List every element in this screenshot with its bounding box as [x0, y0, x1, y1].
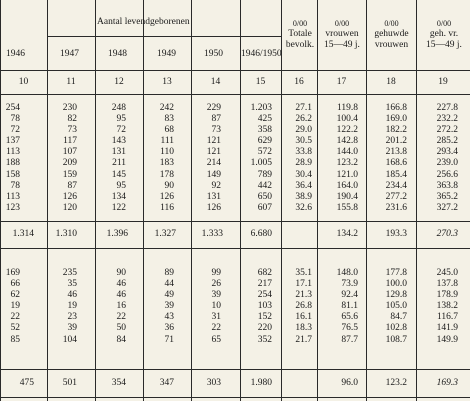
- table-cell: 85: [10, 334, 20, 345]
- table-cell: 121: [206, 147, 221, 158]
- header-rule: [0, 94, 470, 95]
- table-cell: 10: [211, 301, 221, 312]
- table-cell: 30.5: [295, 136, 312, 147]
- table-cell: 22: [211, 323, 221, 334]
- table-cell: 78: [10, 114, 20, 125]
- table-cell: 82: [67, 114, 77, 125]
- col18-header: [369, 18, 414, 51]
- table-cell: 682: [257, 268, 272, 278]
- table-cell: 248: [111, 103, 126, 113]
- col17-label-1: vrouwen: [325, 29, 359, 39]
- table-cell: 84.7: [390, 312, 407, 323]
- table-cell: 50: [116, 323, 126, 334]
- table-cell: 425: [257, 114, 272, 125]
- table-cell: 89: [164, 268, 174, 278]
- total-rule: [0, 369, 470, 370]
- table-cell: 35: [67, 279, 77, 290]
- table-cell: 126: [159, 191, 174, 202]
- table-cell: 113: [6, 147, 20, 158]
- block1-col10: [0, 103, 20, 214]
- block2-col17: [317, 268, 358, 346]
- table-cell: 122: [111, 202, 126, 213]
- col18-label-2: vrouwen: [374, 40, 409, 50]
- block1-col17: [317, 103, 358, 214]
- total1-col14: 1.333: [201, 229, 223, 239]
- table-cell: 30.4: [295, 169, 312, 180]
- table-cell: 113: [6, 191, 20, 202]
- total2-col15: 1.980: [250, 378, 272, 388]
- table-cell: 62: [10, 290, 20, 301]
- year-header: 1948: [108, 49, 127, 59]
- total1-col19: 270.3: [436, 229, 458, 239]
- table-cell: 103: [257, 301, 272, 312]
- table-cell: 178: [159, 169, 174, 180]
- permille-symbol: 0/00: [436, 19, 452, 28]
- total2-col13: 347: [159, 378, 174, 388]
- col17-label-2: 15—49 j.: [324, 40, 360, 50]
- table-cell: 232.2: [436, 114, 458, 125]
- table-cell: 116: [160, 202, 174, 213]
- table-cell: 607: [257, 202, 272, 213]
- col16-header: [284, 18, 316, 51]
- table-cell: 27.1: [295, 103, 312, 113]
- table-cell: 28.9: [295, 158, 312, 169]
- table-cell: 183: [159, 158, 174, 169]
- total2-col17: 96.0: [341, 378, 358, 388]
- table-cell: 168.6: [385, 158, 407, 169]
- table-cell: 126: [62, 191, 77, 202]
- table-cell: 22: [116, 312, 126, 323]
- table-cell: 71: [164, 334, 174, 345]
- table-cell: 116.7: [436, 312, 458, 323]
- block1-col11: [47, 103, 77, 214]
- table-cell: 145: [111, 169, 126, 180]
- table-cell: 254: [257, 290, 272, 301]
- block2-col12: [95, 268, 126, 346]
- table-cell: 26.2: [295, 114, 312, 125]
- table-cell: 123.2: [336, 158, 358, 169]
- table-cell: 107: [62, 147, 77, 158]
- column-number: 15: [255, 77, 266, 87]
- table-cell: 650: [257, 191, 272, 202]
- col16-label-2: bevolk.: [285, 40, 315, 50]
- total2-col11: 501: [62, 378, 77, 388]
- block2-col10: [0, 268, 20, 346]
- block1-col14: [191, 103, 221, 214]
- table-cell: 155.8: [336, 202, 358, 213]
- table-cell: 26.8: [295, 301, 312, 312]
- table-cell: 277.2: [385, 191, 407, 202]
- table-cell: 100.4: [336, 114, 358, 125]
- block2-col15: [240, 268, 272, 346]
- total1-col12: 1.396: [106, 229, 128, 239]
- table-cell: 442: [257, 180, 272, 191]
- table-cell: 35.1: [295, 268, 312, 278]
- table-cell: 169.0: [385, 114, 407, 125]
- table-cell: 102.8: [385, 323, 407, 334]
- table-cell: 242: [159, 103, 174, 113]
- table-cell: 33.8: [295, 147, 312, 158]
- table-cell: 134: [111, 191, 126, 202]
- block2-col13: [143, 268, 174, 346]
- table-cell: 166.8: [385, 103, 407, 113]
- table-cell: 104: [62, 334, 77, 345]
- column-number: 17: [336, 77, 347, 87]
- column-number: 14: [210, 77, 221, 87]
- table-cell: 143: [111, 136, 126, 147]
- permille-symbol: 0/00: [384, 19, 399, 28]
- column-number: 12: [114, 77, 124, 87]
- column-number: 10: [18, 77, 29, 87]
- table-cell: 235: [62, 268, 77, 278]
- table-cell: 44: [164, 279, 174, 290]
- table-cell: 254: [5, 103, 20, 113]
- table-cell: 84: [116, 334, 126, 345]
- total2-col18: 123.2: [385, 378, 407, 388]
- table-cell: 68: [164, 125, 174, 136]
- year-header: 1946: [6, 49, 25, 59]
- total2-col19: 169.3: [436, 378, 458, 388]
- table-cell: 120: [62, 202, 77, 213]
- table-cell: 123: [5, 202, 20, 213]
- total1-col11: 1.310: [55, 229, 77, 239]
- table-cell: 29.0: [295, 125, 312, 136]
- table-cell: 19: [10, 301, 20, 312]
- table-cell: 110: [160, 147, 174, 158]
- table-cell: 629: [257, 136, 272, 147]
- table-cell: 234.4: [385, 180, 407, 191]
- table-cell: 65.6: [341, 312, 358, 323]
- table-cell: 16: [116, 301, 126, 312]
- total1-col13: 1.327: [154, 229, 176, 239]
- table-cell: 95: [116, 180, 126, 191]
- block1-col19: [416, 103, 458, 214]
- table-cell: 31: [211, 312, 221, 323]
- table-cell: 137: [5, 136, 20, 147]
- table-cell: 73: [67, 125, 77, 136]
- total1-col18: 193.3: [385, 229, 407, 239]
- table-cell: 46: [116, 290, 126, 301]
- table-cell: 572: [257, 147, 272, 158]
- table-cell: 178.9: [436, 290, 458, 301]
- table-cell: 227.8: [436, 103, 458, 113]
- block2-col19: [416, 268, 458, 346]
- table-cell: 92.4: [341, 290, 358, 301]
- table-cell: 36: [164, 323, 174, 334]
- table-cell: 105.0: [385, 301, 407, 312]
- total1-col17: 134.2: [336, 229, 358, 239]
- year-header: 1950: [204, 49, 223, 59]
- permille-symbol: 0/00: [292, 19, 308, 28]
- table-cell: 327.2: [436, 202, 458, 213]
- table-cell: 100.0: [385, 279, 407, 290]
- table-cell: 285.2: [436, 136, 458, 147]
- table-cell: 117: [63, 136, 77, 147]
- block2-col14: [191, 268, 221, 346]
- table-cell: 17.1: [295, 279, 312, 290]
- block1-col16: [281, 103, 312, 214]
- col19-label-2: 15—49 j.: [426, 40, 462, 50]
- table-cell: 209: [62, 158, 77, 169]
- table-cell: 256.6: [436, 169, 458, 180]
- table-cell: 92: [211, 180, 221, 191]
- table-cell: 164.0: [336, 180, 358, 191]
- table-cell: 87: [67, 180, 77, 191]
- column-number: 19: [438, 77, 448, 87]
- col17-header: [320, 18, 364, 51]
- table-cell: 122.2: [336, 125, 358, 136]
- table-cell: 121.0: [336, 169, 358, 180]
- year-header: 1946/1950: [241, 49, 282, 59]
- table-cell: 138.2: [436, 301, 458, 312]
- table-cell: 26: [211, 279, 221, 290]
- table-cell: 137.8: [436, 279, 458, 290]
- table-cell: 149: [206, 169, 221, 180]
- table-cell: 144.0: [336, 147, 358, 158]
- table-cell: 352: [257, 334, 272, 345]
- table-cell: 211: [112, 158, 126, 169]
- table-cell: 52: [10, 323, 20, 334]
- table-cell: 23: [67, 312, 77, 323]
- table-cell: 81.1: [341, 301, 358, 312]
- header-rule: [0, 70, 470, 71]
- table-cell: 1.005: [250, 158, 272, 169]
- table-cell: 65: [211, 334, 221, 345]
- table-cell: 141.9: [436, 323, 458, 334]
- table-cell: 46: [67, 290, 77, 301]
- table-cell: 95: [116, 114, 126, 125]
- column-number: 13: [162, 77, 172, 87]
- total1-col15: 6.680: [250, 229, 272, 239]
- table-cell: 21.3: [295, 290, 312, 301]
- total2-col14: 303: [206, 378, 221, 388]
- permille-symbol: 0/00: [334, 19, 350, 28]
- table-cell: 159: [62, 169, 77, 180]
- table-cell: 16.1: [295, 312, 312, 323]
- table-cell: 90: [164, 180, 174, 191]
- total-rule: [0, 221, 470, 222]
- total1-col10: 1.314: [12, 229, 34, 239]
- table-cell: 39: [211, 290, 221, 301]
- table-cell: 363.8: [436, 180, 458, 191]
- table-cell: 19: [67, 301, 77, 312]
- table-cell: 39: [67, 323, 77, 334]
- block1-col18: [366, 103, 407, 214]
- table-cell: 158: [5, 169, 20, 180]
- table-cell: 272.2: [436, 125, 458, 136]
- total-rule: [0, 248, 470, 249]
- table-cell: 38.9: [295, 191, 312, 202]
- col19-label-1: geh. vr.: [429, 29, 459, 39]
- table-cell: 365.2: [436, 191, 458, 202]
- table-cell: 142.8: [336, 136, 358, 147]
- block1-col15: [240, 103, 272, 214]
- table-cell: 129.8: [385, 290, 407, 301]
- header-rule: [47, 36, 281, 37]
- table-cell: 214: [206, 158, 221, 169]
- table-cell: 126: [206, 202, 221, 213]
- col19-header: [420, 18, 468, 51]
- table-cell: 188: [5, 158, 20, 169]
- table-cell: 152: [257, 312, 272, 323]
- column-number: 11: [66, 77, 76, 87]
- table-cell: 230: [62, 103, 77, 113]
- column-number: 18: [386, 77, 396, 87]
- table-cell: 177.8: [385, 268, 407, 278]
- table-cell: 121: [206, 136, 221, 147]
- table-cell: 43: [164, 312, 174, 323]
- table-cell: 131: [111, 147, 126, 158]
- table-cell: 217: [257, 279, 272, 290]
- bottom-rule: [0, 397, 470, 398]
- total2-col10: 475: [19, 378, 34, 388]
- block1-col12: [95, 103, 126, 214]
- block2-col11: [47, 268, 77, 346]
- table-cell: 111: [160, 136, 174, 147]
- table-cell: 46: [116, 279, 126, 290]
- table-cell: 87: [211, 114, 221, 125]
- table-cell: 72: [116, 125, 126, 136]
- table-cell: 149.9: [436, 334, 458, 345]
- table-cell: 73.9: [341, 279, 358, 290]
- table-cell: 358: [257, 125, 272, 136]
- table-cell: 231.6: [385, 202, 407, 213]
- table-cell: 72: [10, 125, 20, 136]
- table-cell: 73: [211, 125, 221, 136]
- table-cell: 108.7: [385, 334, 407, 345]
- table-cell: 49: [164, 290, 174, 301]
- block1-col13: [143, 103, 174, 214]
- year-header: 1947: [60, 49, 79, 59]
- table-cell: 22: [10, 312, 20, 323]
- table-cell: 190.4: [336, 191, 358, 202]
- table-cell: 119.8: [336, 103, 358, 113]
- table-cell: 76.5: [341, 323, 358, 334]
- table-cell: 78: [10, 180, 20, 191]
- column-number: 16: [294, 77, 304, 87]
- table-cell: 39: [164, 301, 174, 312]
- block2-col16: [281, 268, 312, 346]
- table-cell: 1.203: [250, 103, 272, 113]
- table-cell: 201.2: [385, 136, 407, 147]
- table-cell: 148.0: [336, 268, 358, 278]
- col18-label-1: gehuwde: [374, 29, 409, 39]
- table-cell: 131: [206, 191, 221, 202]
- table-cell: 66: [10, 279, 20, 290]
- table-cell: 185.4: [385, 169, 407, 180]
- table-cell: 245.0: [436, 268, 458, 278]
- table-cell: 90: [116, 268, 126, 278]
- total2-col12: 354: [111, 378, 126, 388]
- block2-col18: [366, 268, 407, 346]
- table-cell: 789: [257, 169, 272, 180]
- table-cell: 182.2: [385, 125, 407, 136]
- table-cell: 83: [164, 114, 174, 125]
- col16-label-1: Totale: [288, 29, 312, 39]
- table-cell: 18.3: [295, 323, 312, 334]
- table-cell: 21.7: [295, 334, 312, 345]
- table-cell: 36.4: [295, 180, 312, 191]
- table-cell: 99: [211, 268, 221, 278]
- table-cell: 213.8: [385, 147, 407, 158]
- table-cell: 87.7: [341, 334, 358, 345]
- table-cell: 293.4: [436, 147, 458, 158]
- table-cell: 239.0: [436, 158, 458, 169]
- table-cell: 229: [206, 103, 221, 113]
- year-header: 1949: [157, 49, 176, 59]
- table-cell: 220: [257, 323, 272, 334]
- table-cell: 32.6: [295, 202, 312, 213]
- table-cell: 169: [5, 268, 20, 278]
- group-title: Aantal levendgeborenen: [97, 17, 190, 27]
